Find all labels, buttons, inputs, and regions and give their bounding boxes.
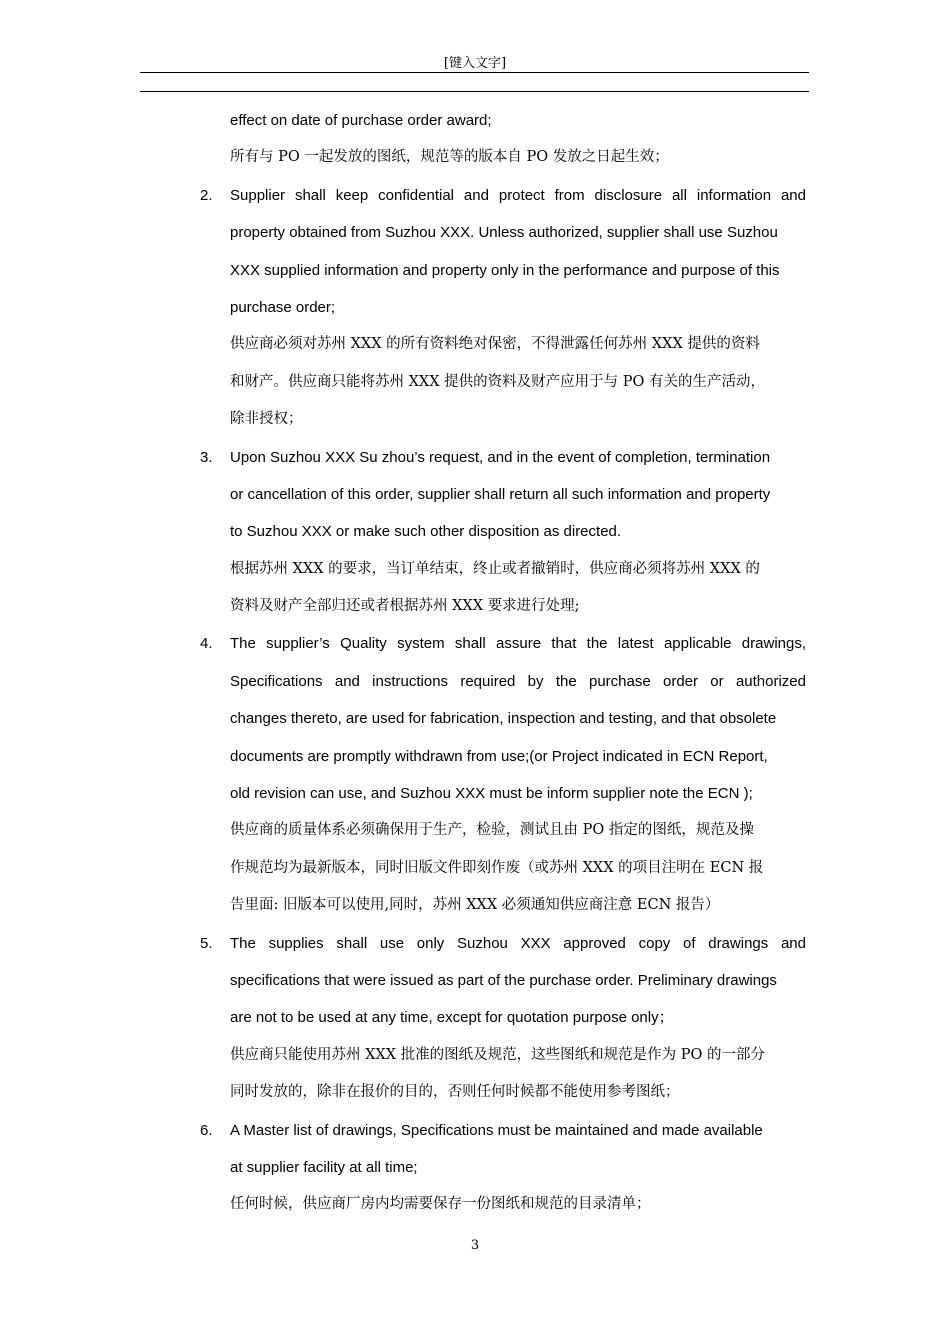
chinese-text: 和财产。供应商只能将苏州 XXX 提供的资料及财产应用于与 PO 有关的生产活动， <box>230 373 766 390</box>
text-line <box>0 812 950 849</box>
document-body <box>0 102 950 1224</box>
english-text: or cancellation of this order, supplier shall return all such information and property <box>230 485 771 503</box>
chinese-text: 所有与 PO 一起发放的图纸，规范等的版本自 PO 发放之日起生效； <box>230 149 669 166</box>
list-number: 5. <box>200 934 213 952</box>
chinese-text: 除非授权； <box>230 411 303 428</box>
chinese-text: 告里面: 旧版本可以使用,同时，苏州 XXX 必须通知供应商注意 ECN 报告） <box>230 897 720 914</box>
english-text: Supplier shall keep confidential and protect from disclosure all information and <box>230 186 806 204</box>
text-line <box>0 551 950 588</box>
chinese-text: 供应商只能使用苏州 XXX 批准的图纸及规范，这些图纸和规范是作为 PO 的一部分 <box>230 1046 766 1063</box>
text-line <box>0 513 950 550</box>
english-text: are not to be used at any time, except for quotation purpose only； <box>230 1009 674 1027</box>
english-text: effect on date of purchase order award; <box>230 112 492 129</box>
english-text: purchase order; <box>230 298 336 316</box>
page-number: 3 <box>470 1238 480 1253</box>
text-line <box>0 326 950 363</box>
text-line <box>0 700 950 737</box>
english-text: property obtained from Suzhou XXX. Unless authorized, supplier shall use Suzhou <box>230 224 778 242</box>
text-line <box>0 401 950 438</box>
english-text: old revision can use, and Suzhou XXX must be inform supplier note the ECN ); <box>230 785 753 803</box>
page-header: [键入文字] <box>443 56 507 71</box>
text-line <box>0 214 950 251</box>
header-rule-bottom <box>140 91 809 92</box>
english-text: A Master list of drawings, Specifications must be maintained and made available <box>230 1121 763 1139</box>
text-line <box>0 1149 950 1186</box>
text-line <box>0 1037 950 1074</box>
list-item-first-line <box>0 625 950 662</box>
text-line <box>0 102 950 139</box>
text-line <box>0 999 950 1036</box>
list-number: 2. <box>200 186 213 204</box>
list-number: 4. <box>200 635 213 653</box>
chinese-text: 供应商必须对苏州 XXX 的所有资料绝对保密，不得泄露任何苏州 XXX 提供的资料 <box>230 336 760 353</box>
chinese-text: 作规范均为最新版本，同时旧版文件即刻作废（或苏州 XXX 的项目注明在 ECN 报 <box>230 859 764 876</box>
chinese-text: 供应商的质量体系必须确保用于生产，检验，测试且由 PO 指定的图纸，规范及操 <box>230 822 754 839</box>
list-item-first-line <box>0 925 950 962</box>
english-text: The supplies shall use only Suzhou XXX approved copy of drawings and <box>230 934 806 952</box>
chinese-text: 任何时候，供应商厂房内均需要保存一份图纸和规范的目录清单； <box>230 1196 651 1213</box>
text-line <box>0 588 950 625</box>
text-line <box>0 663 950 700</box>
chinese-text: 同时发放的，除非在报价的目的，否则任何时候都不能使用参考图纸； <box>230 1084 680 1101</box>
text-line <box>0 1186 950 1223</box>
text-line <box>0 962 950 999</box>
chinese-text: 资料及财产全部归还或者根据苏州 XXX 要求进行处理; <box>230 598 580 615</box>
text-line <box>0 252 950 289</box>
english-text: specifications that were issued as part of the purchase order. Preliminary drawings <box>230 971 777 989</box>
list-item-first-line <box>0 1112 950 1149</box>
text-line <box>0 887 950 924</box>
english-text: The supplier’s Quality system shall assure that the latest applicable drawings, <box>230 635 806 653</box>
text-line <box>0 850 950 887</box>
text-line <box>0 738 950 775</box>
text-line <box>0 289 950 326</box>
english-text: XXX supplied information and property only in the performance and purpose of this <box>230 261 780 279</box>
english-text: to Suzhou XXX or make such other disposition as directed. <box>230 523 622 541</box>
chinese-text: 根据苏州 XXX 的要求，当订单结束，终止或者撤销时，供应商必须将苏州 XXX 的 <box>230 560 760 577</box>
list-number: 3. <box>200 448 213 466</box>
list-item-first-line <box>0 439 950 476</box>
header-rule-top <box>140 72 809 73</box>
english-text: Upon Suzhou XXX Su zhou’s request, and in the event of completion, termination <box>230 448 771 466</box>
english-text: documents are promptly withdrawn from use;(or Project indicated in ECN Report, <box>230 747 768 765</box>
text-line <box>0 139 950 176</box>
list-number: 6. <box>200 1121 213 1139</box>
text-line <box>0 476 950 513</box>
english-text: Specifications and instructions required by the purchase order or authorized <box>230 672 806 690</box>
english-text: changes thereto, are used for fabrication, inspection and testing, and that obsolete <box>230 710 777 728</box>
text-line <box>0 1074 950 1111</box>
text-line <box>0 775 950 812</box>
english-text: at supplier facility at all time; <box>230 1158 418 1176</box>
text-line <box>0 364 950 401</box>
list-item-first-line <box>0 177 950 214</box>
